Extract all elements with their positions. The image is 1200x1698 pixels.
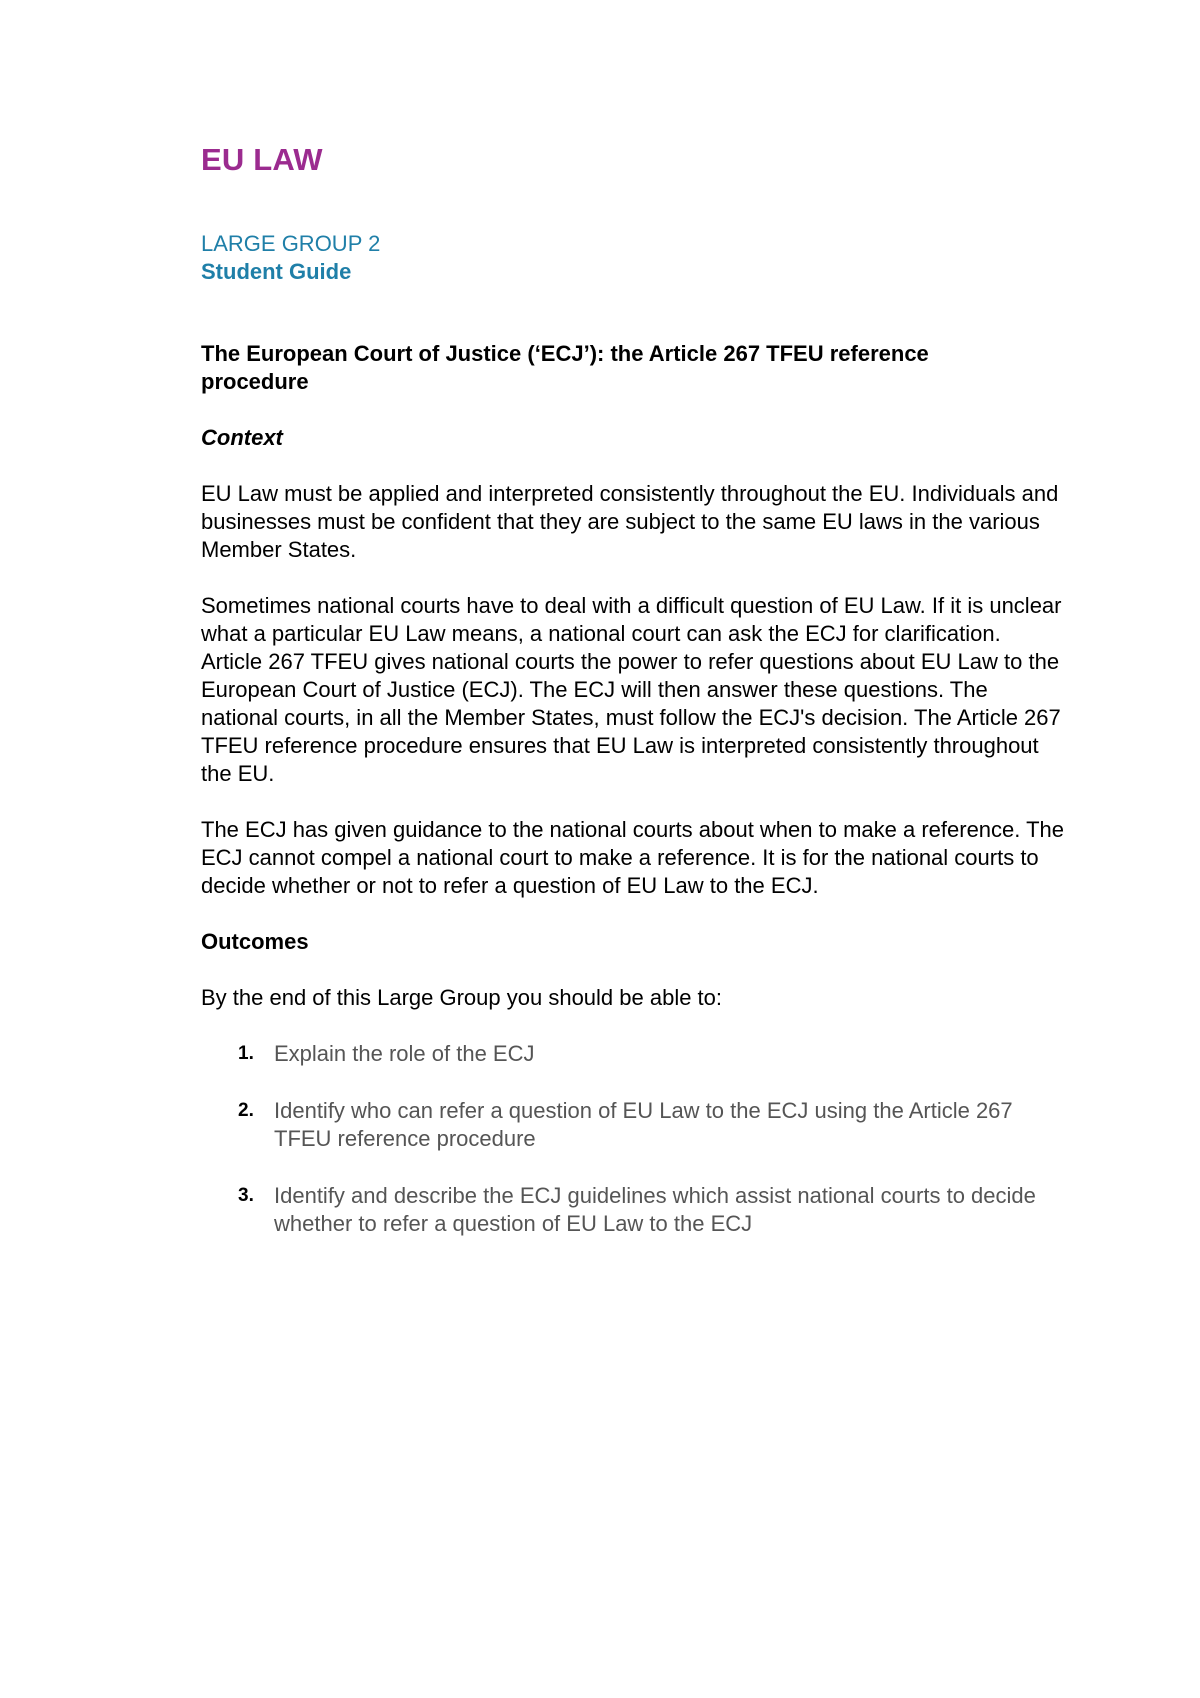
context-heading: Context — [201, 425, 283, 450]
outcomes-heading: Outcomes — [201, 929, 309, 954]
guide-label: Student Guide — [201, 259, 352, 284]
document-page — [201, 140, 1081, 1267]
outcomes-intro: By the end of this Large Group you should be able to: — [201, 985, 723, 1010]
document-title: EU LAW — [201, 142, 323, 177]
main-heading: The European Court of Justice (‘ECJ’): the Article 267 TFEU reference procedure — [201, 341, 929, 394]
outcome-item — [201, 1182, 1081, 1238]
outcomes-list — [201, 1040, 1081, 1238]
context-paragraph: The ECJ has given guidance to the national courts about when to make a reference. The ECJ cannot compel a national court to make a reference. It is for the national courts to decide whether or not to refer a question of EU Law to the ECJ. — [201, 817, 1065, 898]
context-paragraph: Sometimes national courts have to deal with a difficult question of EU Law. If it is unclear what a particular EU Law means, a national court can ask the ECJ for clarification. Article 267 TFEU gives national courts the power to refer questions about EU Law to the European Court of Justice (ECJ). The ECJ will then answer these questions. The national courts, in all the Member States, must follow the ECJ's decision. The Article 267 TFEU reference procedure ensures that EU Law is interpreted consistently throughout the EU. — [201, 593, 1062, 786]
outcome-number: 3. — [238, 1185, 254, 1206]
outcome-text: Explain the role of the ECJ — [274, 1041, 535, 1066]
group-label: LARGE GROUP 2 — [201, 231, 381, 256]
outcome-text: Identify and describe the ECJ guidelines which assist national courts to decide whether to refer a question of EU Law to the ECJ — [274, 1183, 1036, 1236]
subtitle-block — [201, 230, 1081, 286]
outcome-number: 2. — [238, 1100, 254, 1121]
outcome-text: Identify who can refer a question of EU Law to the ECJ using the Article 267 TFEU reference procedure — [274, 1098, 1013, 1151]
outcome-item — [201, 1040, 1081, 1068]
outcome-number: 1. — [238, 1043, 254, 1064]
context-paragraph: EU Law must be applied and interpreted consistently throughout the EU. Individuals and businesses must be confident that they are subject to the same EU laws in the various Member States. — [201, 481, 1059, 562]
outcome-item — [201, 1097, 1081, 1153]
